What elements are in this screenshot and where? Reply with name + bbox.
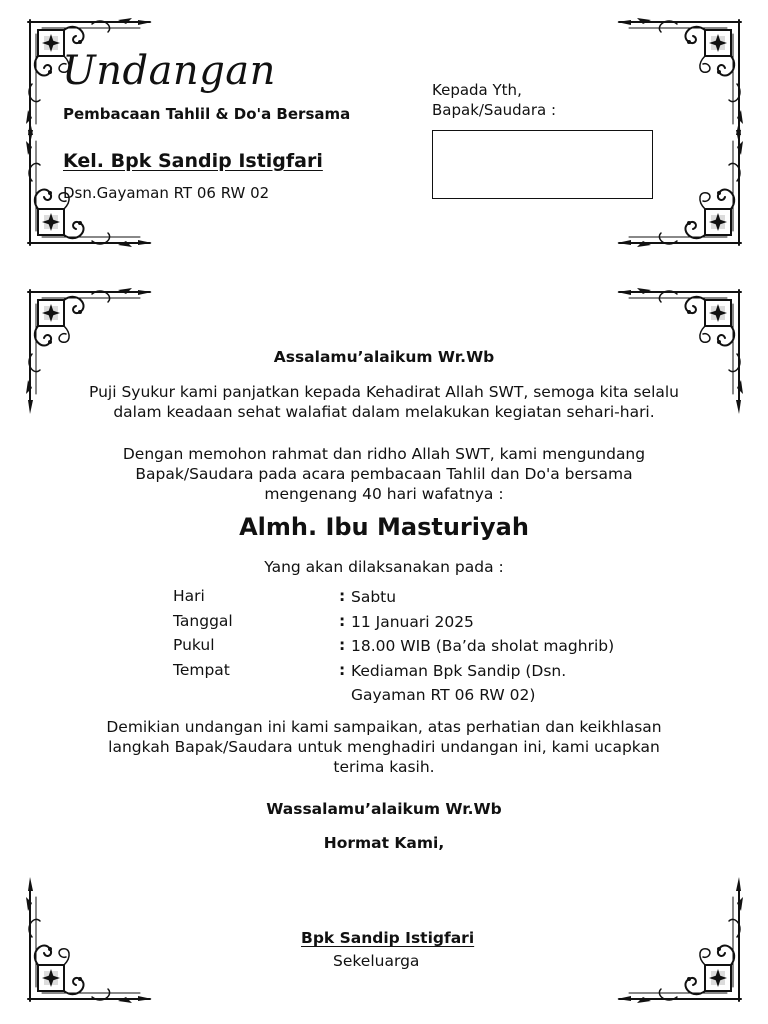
invitation-title: Undangan <box>62 48 276 94</box>
ornament-bottom-right-icon <box>612 872 747 1007</box>
regards: Hormat Kami, <box>323 834 445 852</box>
ornament-bottom-left-icon <box>22 872 157 1007</box>
greeting: Assalamu’alaikum Wr.Wb <box>273 348 495 366</box>
paragraph-line: Demikian undangan ini kami sampaikan, atas perhatian dan keikhlasan <box>106 718 662 736</box>
detail-value-date: 11 Januari 2025 <box>351 613 474 631</box>
host-address: Dsn.Gayaman RT 06 RW 02 <box>63 184 270 202</box>
detail-colon: : <box>339 612 346 630</box>
paragraph-line: terima kasih. <box>333 758 435 776</box>
detail-value-place: Kediaman Bpk Sandip (Dsn. <box>351 662 567 680</box>
detail-value-time: 18.00 WIB (Ba’da sholat maghrib) <box>351 637 615 655</box>
detail-colon: : <box>339 587 346 605</box>
recipient-name-box <box>432 130 653 199</box>
paragraph-line: mengenang 40 hari wafatnya : <box>264 485 504 503</box>
detail-label-time: Pukul <box>173 636 215 654</box>
signer-name: Bpk Sandip Istigfari <box>301 929 475 947</box>
detail-label-day: Hari <box>173 587 205 605</box>
deceased-name: Almh. Ibu Masturiyah <box>239 513 529 541</box>
recipient-salutation: Kepada Yth, <box>432 81 522 99</box>
paragraph-line: dalam keadaan sehat walafiat dalam melakukan kegiatan sehari-hari. <box>113 403 655 421</box>
paragraph-invitation <box>84 444 684 504</box>
paragraph-line: Bapak/Saudara pada acara pembacaan Tahlil dan Do'a bersama <box>135 465 633 483</box>
paragraph-line: langkah Bapak/Saudara untuk menghadiri undangan ini, kami ucapkan <box>108 738 660 756</box>
recipient-label: Bapak/Saudara : <box>432 101 557 119</box>
farewell: Wassalamu’alaikum Wr.Wb <box>266 800 502 818</box>
detail-label-place: Tempat <box>173 661 230 679</box>
signer-family: Sekeluarga <box>333 952 420 970</box>
invitation-subtitle: Pembacaan Tahlil & Do'a Bersama <box>63 105 351 123</box>
host-family-name: Kel. Bpk Sandip Istigfari <box>63 150 323 172</box>
detail-value-place-continued: Gayaman RT 06 RW 02) <box>351 686 536 704</box>
paragraph-closing <box>84 717 684 777</box>
schedule-intro: Yang akan dilaksanakan pada : <box>264 558 504 576</box>
detail-value-day: Sabtu <box>351 588 397 606</box>
detail-colon: : <box>339 661 346 679</box>
paragraph-line: Puji Syukur kami panjatkan kepada Kehadirat Allah SWT, semoga kita selalu <box>89 383 679 401</box>
detail-label-date: Tanggal <box>173 612 233 630</box>
paragraph-blessing <box>84 382 684 422</box>
detail-colon: : <box>339 636 346 654</box>
paragraph-line: Dengan memohon rahmat dan ridho Allah SWT, kami mengundang <box>122 445 646 463</box>
